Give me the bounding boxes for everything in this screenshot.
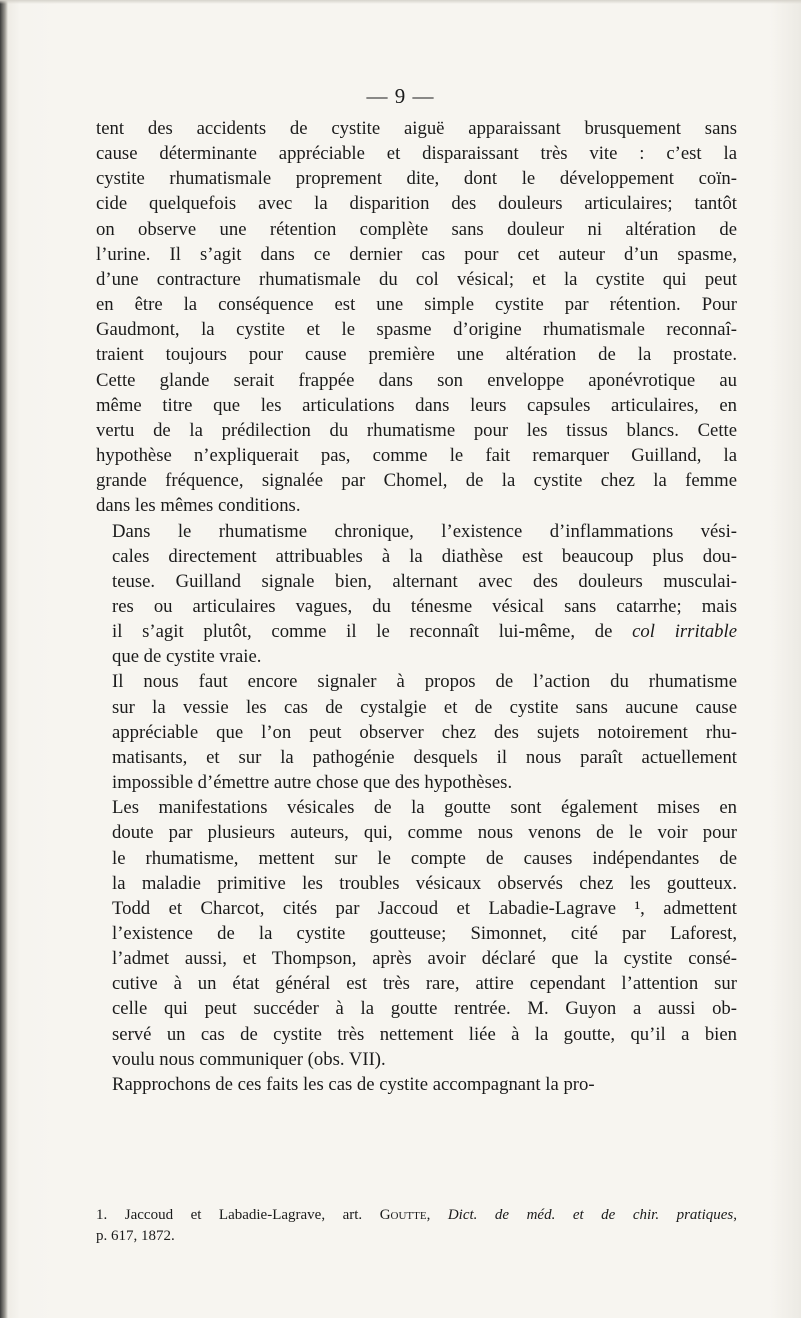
text-line: le rhumatisme, mettent sur le compte de causes indépendantes de [112,847,737,869]
text-line: cide quelquefois avec la disparition des douleurs articulaires; tantôt [96,193,737,215]
text-line: l’urine. Il s’agit dans ce dernier cas pour cet auteur d’un spasme, [96,243,737,265]
text-line: doute par plusieurs auteurs, qui, comme nous venons de le voir pour [112,822,737,844]
text-line: res ou articulaires vagues, du ténesme vésical sans catarrhe; mais [112,595,737,617]
body-text [96,116,737,1097]
text-line: la maladie primitive les troubles vésicaux observés chez les goutteux. [112,872,737,894]
text-line: voulu nous communiquer (obs. VII). [112,1048,386,1070]
footnote-line-2: p. 617, 1872. [96,1228,175,1244]
page-number: — 9 — [366,84,435,108]
text-line: on observe une rétention complète sans douleur ni altération de [96,218,737,240]
text-line: Rapprochons de ces faits les cas de cystite accompagnant la pro- [112,1073,595,1095]
text-line: cystite rhumatismale proprement dite, dont le développement coïn- [96,168,737,190]
text-line: hypothèse n’expliquerait pas, comme le fait remarquer Guilland, la [96,445,737,467]
text-line: cales directement attribuables à la diathèse est beaucoup plus dou- [112,545,737,567]
paragraph [96,1072,737,1097]
text-line: l’existence de la cystite goutteuse; Simonnet, cité par Laforest, [112,923,737,944]
footnote-text: , [733,1207,738,1223]
paragraph [96,116,737,519]
text-line: cause déterminante appréciable et disparaissant très vite : c’est la [96,143,737,165]
text-line: l’admet aussi, et Thompson, après avoir déclaré que la cystite consé- [112,948,737,970]
footnote-italic: Dict. de méd. et de chir. pratiques [447,1207,734,1223]
text-line: impossible d’émettre autre chose que des hypothèses. [112,772,513,794]
text-line: matisants, et sur la pathogénie desquels il nous paraît actuellement [112,746,737,768]
paragraph [96,519,737,670]
text-line: appréciable que l’on peut observer chez des sujets notoirement rhu- [112,721,737,743]
text-line: grande fréquence, signalée par Chomel, de la cystite chez la femme [96,470,737,492]
text-line: cutive à un état général est très rare, attire cependant l’attention sur [112,973,737,995]
text-line: dans les mêmes conditions. [96,495,301,517]
binding-shadow [0,0,8,1318]
text-line: teuse. Guilland signale bien, alternant avec des douleurs musculai- [112,570,737,592]
text-line: il s’agit plutôt, comme il le reconnaît lui-même, de col irritable [112,621,738,643]
italic-term: col irritable [632,621,738,643]
footnote-smallcaps: Goutte [379,1207,427,1223]
text-line: celle qui peut succéder à la goutte rentrée. M. Guyon a aussi ob- [112,998,737,1020]
text-line: même titre que les articulations dans leurs capsules articulaires, en [96,394,737,416]
top-edge [0,0,801,4]
text-line: sur la vessie les cas de cystalgie et de cystite sans aucune cause [112,696,737,718]
paragraph [96,795,737,1072]
text-line: tent des accidents de cystite aiguë apparaissant brusquement sans [96,118,737,139]
text-line: Todd et Charcot, cités par Jaccoud et Labadie-Lagrave ¹, admettent [112,897,737,919]
paragraph [96,669,737,795]
text-line: Dans le rhumatisme chronique, l’existence d’inflammations vési- [112,520,737,542]
text-line: Il nous faut encore signaler à propos de l’action du rhumatisme [112,671,737,693]
footnote [96,1205,737,1247]
text-line: Les manifestations vésicales de la goutte sont également mises en [112,797,737,819]
text-line: vertu de la prédilection du rhumatisme pour les tissus blancs. Cette [96,419,737,441]
footnote-line-1 [96,1205,737,1226]
footnote-text: 1. Jaccoud et Labadie-Lagrave, art. [96,1207,380,1223]
text-line: Cette glande serait frappée dans son enveloppe aponévrotique au [96,369,737,391]
text-line: servé un cas de cystite très nettement liée à la goutte, qu’il a bien [112,1023,737,1045]
text-line: traient toujours pour cause première une altération de la prostate. [96,344,737,366]
text-line: d’une contracture rhumatismale du col vésical; et la cystite qui peut [96,268,737,290]
text-line: que de cystite vraie. [112,646,262,668]
text-line: Gaudmont, la cystite et le spasme d’origine rhumatismale reconnaî- [96,319,737,341]
text-line: en être la conséquence est une simple cystite par rétention. Pour [96,294,737,316]
footnote-text: , [426,1207,448,1223]
